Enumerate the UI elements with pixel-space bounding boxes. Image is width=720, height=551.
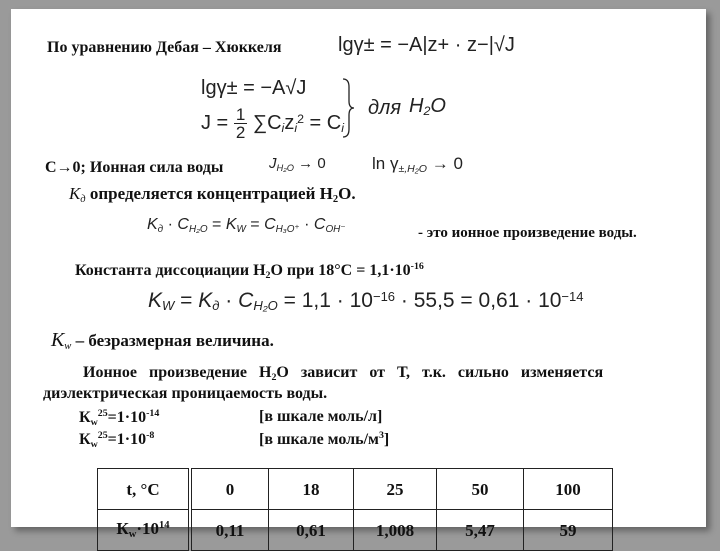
temperature-cell: 18: [269, 469, 354, 510]
water-o: O: [430, 95, 446, 117]
constant-mid: О при 18°С = 1,1·10: [270, 262, 411, 279]
kw1-val: =1·10: [107, 409, 147, 426]
system-line1-rhs: = −A√J: [243, 77, 307, 99]
j-symbol: J: [269, 155, 277, 172]
kw2-unit-end: ]: [383, 431, 390, 448]
table-row-kw: [98, 510, 613, 551]
temperature-cell: 50: [437, 469, 524, 510]
kw-molar-unit: [в шкале моль/л]: [259, 408, 383, 425]
kw-cell: 0,61: [269, 510, 354, 551]
kw1-sup: 25: [97, 408, 108, 419]
kw2-val: =1·10: [107, 431, 147, 448]
paragraph-line1-start: Ионное произведение Н: [83, 364, 272, 381]
kw-symbol: К: [51, 329, 65, 351]
kw-header: [98, 510, 191, 551]
ln-text: ln γ: [372, 154, 399, 173]
paragraph-line2: диэлектрическая проницаемость воды.: [43, 385, 328, 402]
kw-cell: 0,11: [190, 510, 269, 551]
limit-text: C→0; Ионная сила воды: [45, 159, 224, 176]
ionic-product-formula: $K_д \cdot C_{H_2O} = K_W = C_{H_3O^+} \cdot C_{OH^-}$: [147, 216, 346, 235]
temperature-cell: 0: [190, 469, 269, 510]
kw1-base: К: [79, 409, 91, 426]
fraction-denominator: 2: [235, 123, 246, 142]
kw1-sub: w: [90, 417, 98, 428]
ionic-product-note: - это ионное произведение воды.: [418, 225, 637, 241]
temperature-cell: 100: [524, 469, 613, 510]
dissociation-constant: [75, 261, 424, 281]
kw2-sup: 25: [97, 430, 108, 441]
j-arrow: → 0: [298, 155, 326, 172]
kw-symbol-sub: w: [64, 341, 72, 352]
ln-gamma-limit: [372, 154, 463, 175]
constant-sub: 2: [265, 270, 271, 281]
water-formula: [409, 95, 446, 118]
system-line2-tail: = C: [309, 111, 342, 134]
ionic-strength-limit: [269, 155, 326, 173]
kw-cell: 59: [524, 510, 613, 551]
debye-formula-rhs: = −A|z+ · z−|√J: [380, 34, 515, 56]
kd-line: [69, 184, 356, 205]
kw2-unit-sup: 3: [378, 430, 384, 441]
dimensionless-text: – безразмерная величина.: [75, 331, 274, 350]
debye-formula-lhs: lgγ±: [338, 34, 375, 56]
kw1-exp: -14: [146, 408, 160, 419]
kw2-base: К: [79, 431, 91, 448]
kw-cubic-value: [79, 430, 154, 450]
table-row-temperature: [98, 469, 613, 510]
kw-calculation: $K_W = K_д \cdot C_{H_2O} = 1,1 \cdot 10^{-16} \cdot 55,5 = 0,61 \cdot 10^{-14}$: [148, 289, 584, 313]
kw-header-exp: 14: [159, 520, 170, 531]
kw-cell: 5,47: [437, 510, 524, 551]
debye-formula: [338, 34, 515, 57]
system-line2: J = $\frac{1}{2}$ $\sum C_iz_i^2 = C_i$: [201, 105, 344, 142]
kd-symbol: К: [69, 184, 81, 203]
kw-header-base: К: [116, 519, 129, 538]
kd-text-end: О.: [338, 184, 356, 203]
temperature-cell: 25: [354, 469, 437, 510]
paragraph-line1-sub: 2: [271, 372, 277, 383]
dimensionless-line: [51, 329, 274, 352]
kw-cell: 1,008: [354, 510, 437, 551]
kd-text-sub: 2: [332, 194, 339, 205]
system-line1-lhs: lgγ±: [201, 77, 238, 99]
ln-arrow: → 0: [431, 154, 463, 173]
system-line2-sum: ∑C: [252, 111, 282, 134]
kw-molar-value: [79, 408, 159, 428]
kw2-exp: -8: [146, 430, 155, 441]
water-sub: 2: [423, 104, 431, 118]
constant-exp: -16: [410, 261, 424, 272]
fraction-numerator: 1: [235, 105, 246, 124]
system-line2-lhs: J =: [201, 111, 229, 134]
slide: [11, 9, 706, 540]
j-sub: H₂O: [276, 163, 294, 173]
kd-text: определяется концентрацией Н: [89, 184, 333, 203]
kw-temperature-table: [97, 468, 613, 551]
half-fraction: [234, 106, 247, 141]
paragraph-line1: [83, 364, 683, 383]
ln-sub: ±,H₂O: [398, 163, 427, 175]
for-label: для: [368, 97, 402, 119]
constant-start: Константа диссоциации Н: [75, 262, 266, 279]
debye-label: По уравнению Дебая – Хюккеля: [47, 39, 282, 56]
kw2-sub: w: [90, 439, 98, 450]
water-h: H: [409, 95, 424, 117]
right-brace-icon: [341, 77, 355, 139]
kw2-unit-start: [в шкале моль/м: [259, 431, 379, 448]
kw-cubic-unit: [259, 430, 389, 449]
kw-header-sub: w: [128, 529, 137, 540]
temperature-header: t, °С: [98, 469, 191, 510]
paragraph-line1-end: О зависит от Т, т.к. сильно изменяется: [276, 364, 604, 381]
kw-header-end: ·10: [136, 519, 160, 538]
kd-symbol-sub: д: [80, 194, 86, 205]
system-line1: [201, 77, 306, 100]
